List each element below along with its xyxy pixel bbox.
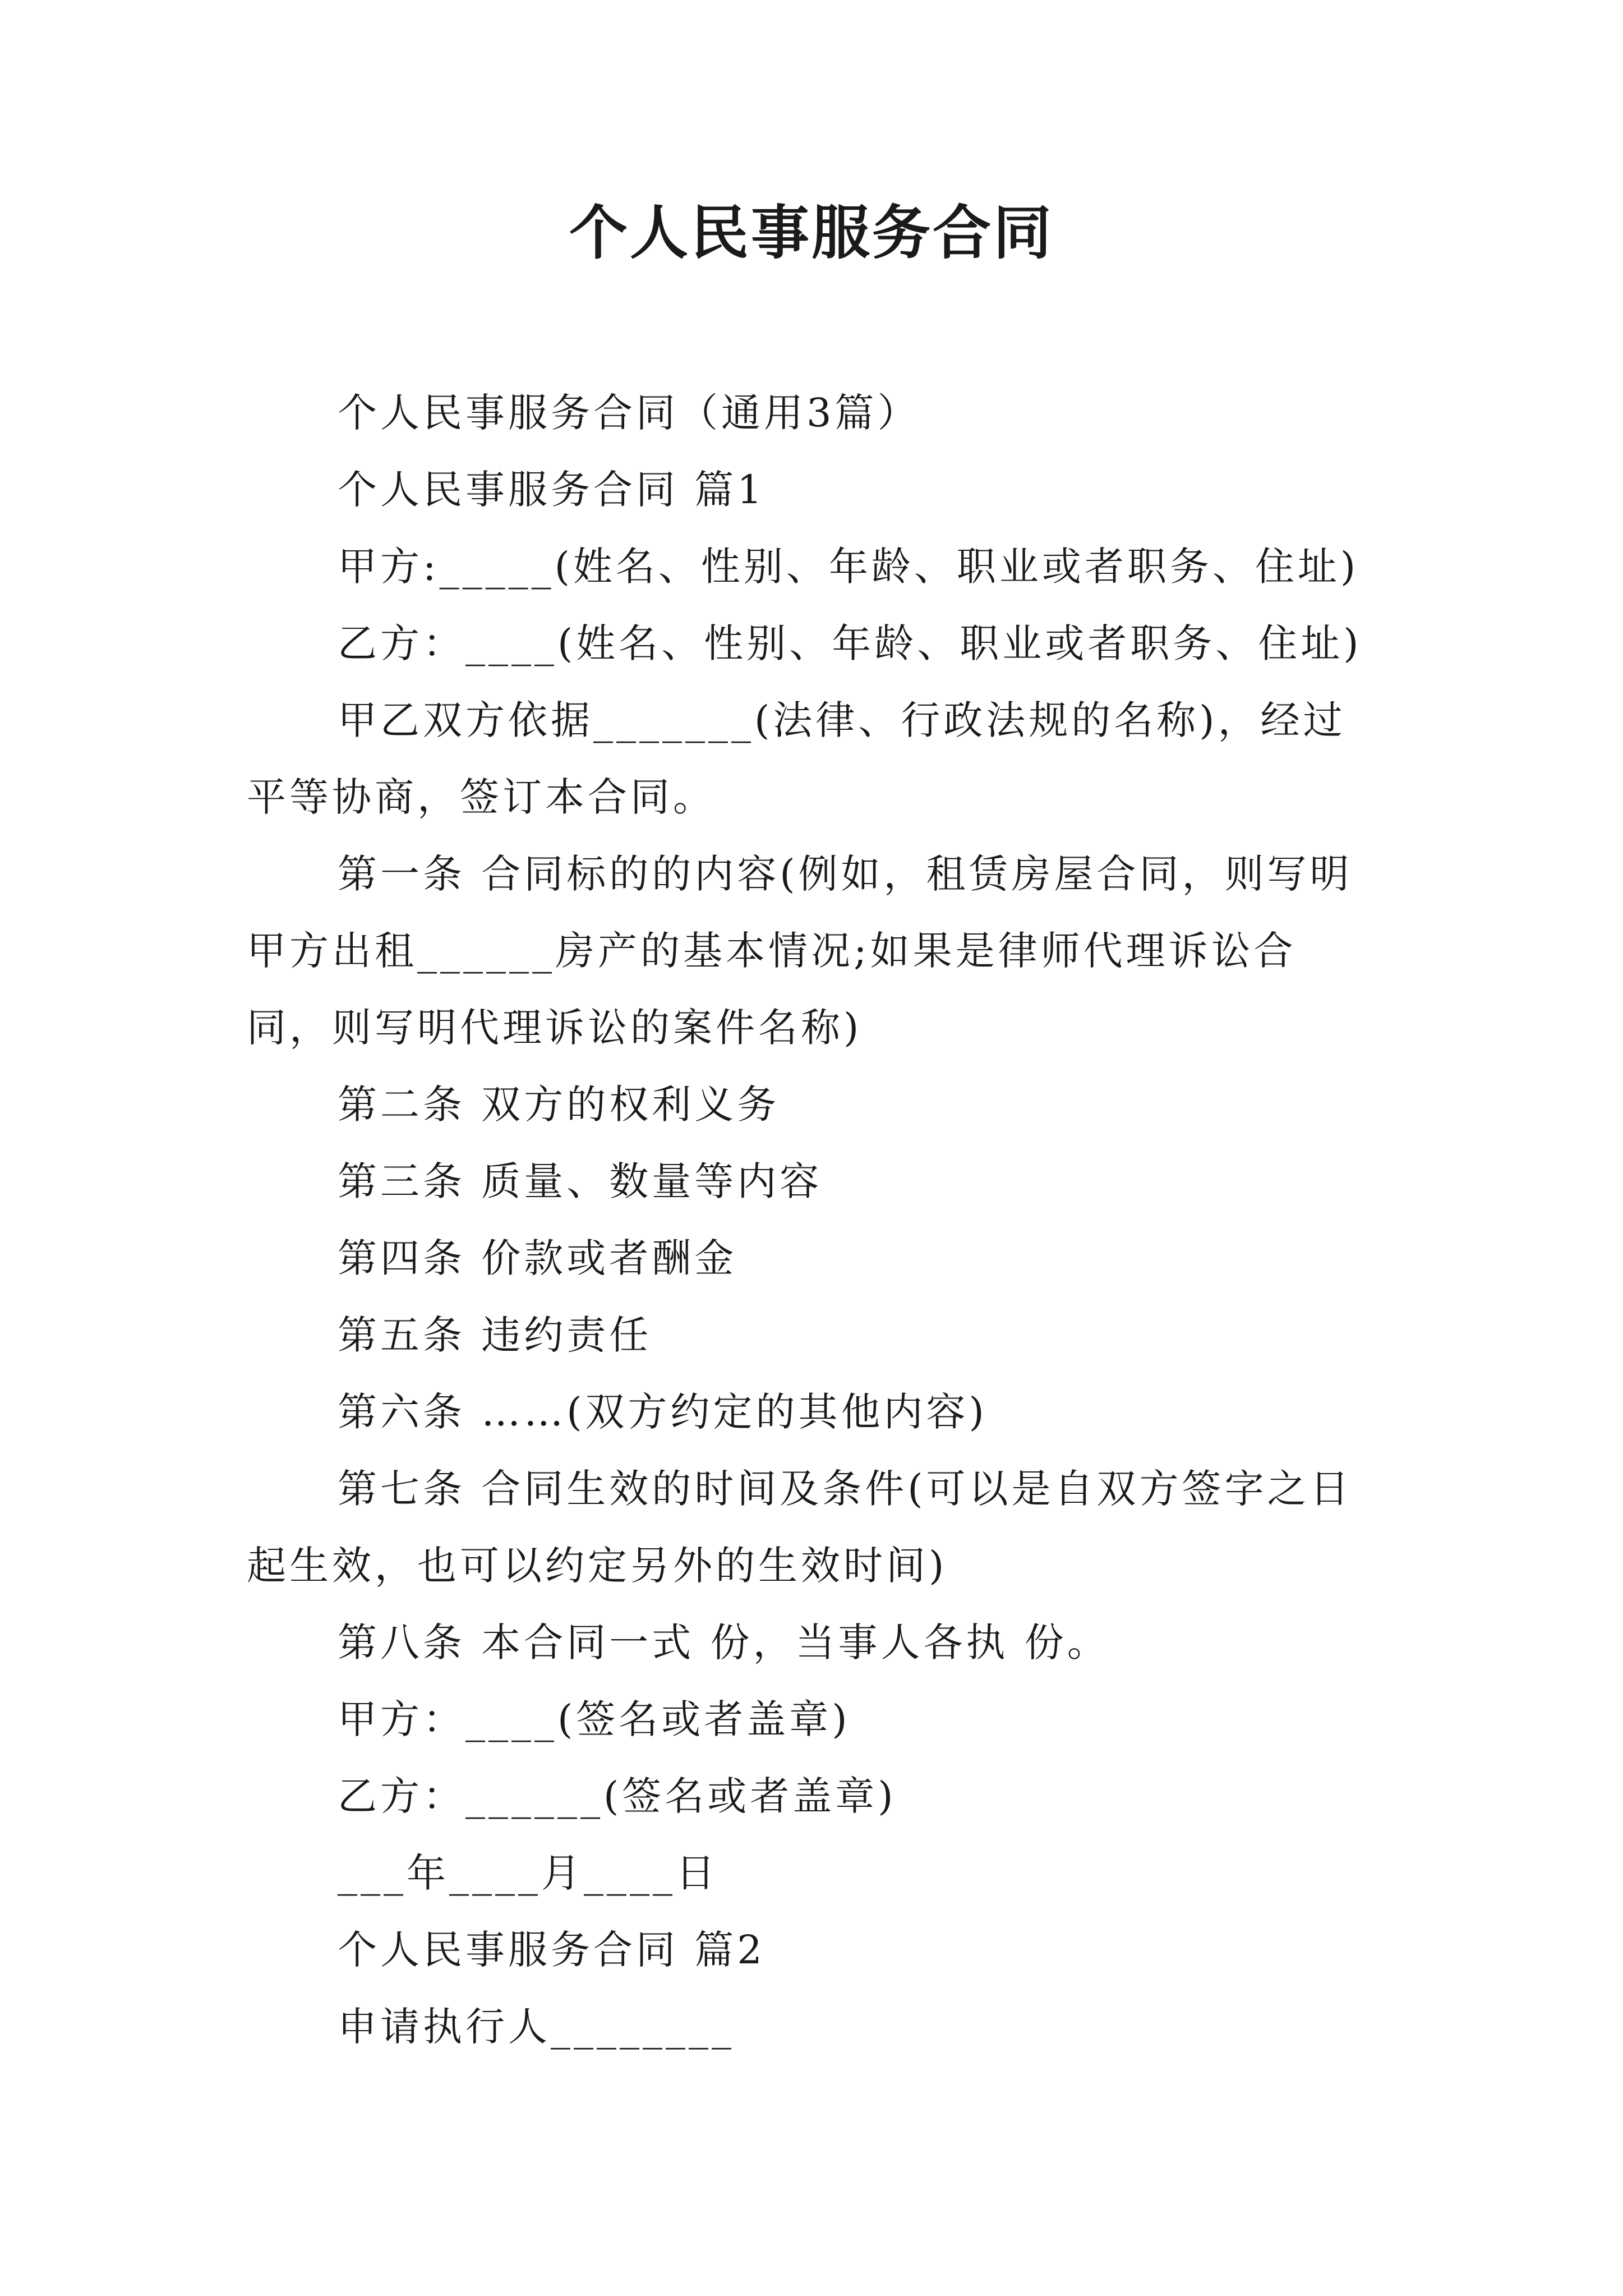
paragraph-party-a: 甲方:_____(姓名、性别、年龄、职业或者职务、住址) bbox=[338, 544, 1359, 590]
paragraph-article-1: 第一条 合同标的的内容(例如，租赁房屋合同，则写明甲方出租______房产的基本情况;如果是律师代理诉讼合同，则写明代理诉讼的案件名称) bbox=[247, 851, 1353, 1051]
paragraph-section-1-heading: 个人民事服务合同 篇1 bbox=[338, 467, 766, 513]
paragraph-article-7: 第七条 合同生效的时间及条件(可以是自双方签字之日起生效，也可以约定另外的生效时间) bbox=[247, 1466, 1353, 1589]
paragraph-article-3: 第三条 质量、数量等内容 bbox=[338, 1158, 823, 1204]
paragraph-basis: 甲乙双方依据_______(法律、行政法规的名称)，经过平等协商，签订本合同。 bbox=[247, 697, 1346, 820]
paragraph-article-6: 第六条 ……(双方约定的其他内容) bbox=[338, 1389, 988, 1435]
paragraph-signature-a: 甲方：____(签名或者盖章) bbox=[338, 1696, 851, 1742]
paragraph-section-2-heading: 个人民事服务合同 篇2 bbox=[338, 1927, 766, 1973]
paragraph-article-2: 第二条 双方的权利义务 bbox=[338, 1082, 780, 1128]
paragraph-article-4: 第四条 价款或者酬金 bbox=[338, 1235, 737, 1281]
document-body bbox=[247, 375, 1377, 2065]
document-title: 个人民事服务合同 bbox=[569, 198, 1054, 267]
paragraph-article-8: 第八条 本合同一式 份，当事人各执 份。 bbox=[338, 1619, 1110, 1665]
paragraph-applicant: 申请执行人________ bbox=[338, 2004, 735, 2050]
paragraph-signature-b: 乙方：______(签名或者盖章) bbox=[338, 1773, 897, 1819]
paragraph-article-5: 第五条 违约责任 bbox=[338, 1312, 652, 1358]
paragraph-party-b: 乙方：____(姓名、性别、年龄、职业或者职务、住址) bbox=[338, 620, 1362, 666]
paragraph-date: ___年____月____日 bbox=[338, 1850, 718, 1896]
paragraph-subtitle: 个人民事服务合同（通用3篇） bbox=[338, 390, 920, 436]
